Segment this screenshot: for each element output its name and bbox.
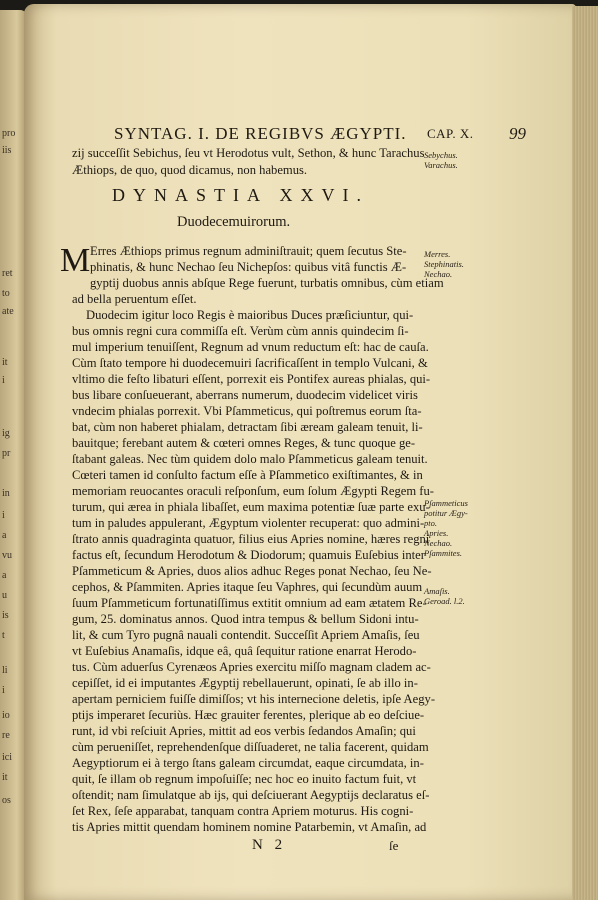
- margin-note-line: potitur Ægy-: [424, 508, 468, 518]
- text-line: Pſammeticum & Apries, duos alios adhuc Reges ponat Nechao, ſeu Ne-: [72, 564, 432, 578]
- chapter-label: CAP. X.: [427, 126, 474, 141]
- facing-page-fragment: pro: [2, 128, 16, 139]
- text-line: cepiſſet, id ei imputantes Ægyptij rebellauerunt, opinati, ſe ab illo in-: [72, 676, 418, 690]
- margin-note-line: Pſammeticus: [424, 498, 468, 508]
- facing-page-fragment: vu: [2, 550, 12, 561]
- facing-page-fragment: a: [2, 530, 7, 541]
- text-line: gyptij duobus annis abſque Rege fuerunt, turbatis omnibus, cùm etiam: [90, 276, 444, 290]
- text-line: apertam perniciem fuiſſe dimiſſos; vt his internecione deletis, ipſe Aegy-: [72, 692, 436, 706]
- text-line: bus omnis regni cura commiſſa eſt. Verùm cùm annis quindecim ſi-: [72, 324, 409, 338]
- text-line: Erres Æthiops primus regnum adminiſtrauit; quem ſecutus Ste-: [90, 244, 407, 258]
- running-title: SYNTAG. I. DE REGIBVS ÆGYPTI.: [114, 124, 407, 143]
- facing-page-fragment: re: [2, 730, 10, 741]
- signature-mark: N 2: [252, 837, 287, 853]
- margin-note: [424, 249, 484, 279]
- text-line: lit, & cum Tyro pugnâ nauali contendit. Succeſſit Apriem Amaſis, ſeu: [72, 628, 420, 642]
- page-block-edges: [572, 6, 598, 900]
- text-line: gum, 25. dominatus annos. Quod intra tempus & bellum Sidoni intu-: [72, 612, 419, 626]
- section-heading: DYNASTIA XXVI.: [112, 185, 369, 205]
- text-line: Æthiops, de quo, quod dicamus, non habemus.: [72, 163, 308, 177]
- section-subheading: Duodecemuirorum.: [177, 214, 291, 230]
- catchword: ſe: [389, 838, 399, 853]
- page-number: 99: [509, 124, 526, 143]
- facing-page-fragment: iis: [2, 145, 12, 156]
- text-line: quit, ſe illam ob regnum impoſuiſſe; nec hoc eo inuito factum fuit, vt: [72, 772, 417, 786]
- facing-page-fragment: it: [2, 772, 8, 783]
- facing-page-fragment: to: [2, 288, 10, 299]
- text-line: zij succeſſit Sebichus, ſeu vt Herodotus vult, Sethon, & hunc Tarachus: [72, 146, 425, 160]
- text-line: ſtabant galeas. Nec tùm quidem dolo malo Pſammeticus galeam tenuit.: [72, 452, 428, 466]
- facing-page-fragment: i: [2, 685, 5, 696]
- text-line: oſtendit; nam ſimulatque ab ijs, qui deſciuerant Aegyptijs declaratus eſ-: [72, 788, 430, 802]
- text-line: Duodecim igitur loco Regis è maioribus Duces præſiciuntur, qui-: [86, 308, 414, 322]
- text-line: bat, cùm non haberet phialam, detractam ſibi æream galeam tenuit, li-: [72, 420, 423, 434]
- margin-note-line: Apries.: [424, 528, 449, 538]
- margin-note: [424, 586, 484, 606]
- text-line: bus libare conſueuerant, aberrans numerum, duodecim videlicet viris: [72, 388, 418, 402]
- text-line: ad bella peruentum eſſet.: [72, 292, 197, 306]
- facing-page-fragment: li: [2, 665, 8, 676]
- margin-note-line: Nechao.: [424, 538, 453, 548]
- margin-note-line: Merres.: [424, 249, 451, 259]
- text-line: tum in paludes appulerant, Ægyptum violenter recuperat: quo admini-: [72, 516, 425, 530]
- facing-page-fragment: in: [2, 488, 10, 499]
- facing-page-fragment: i: [2, 510, 5, 521]
- facing-page-fragment: i: [2, 375, 5, 386]
- facing-page-fragment: ici: [2, 752, 12, 763]
- text-line: Aegyptiorum ei à tergo ſtans galeam circumdat, eaque circumdata, in-: [72, 756, 424, 770]
- text-line: cephos, & Pſammiten. Apries itaque ſeu Vaphres, qui ſecundùm auum: [72, 580, 423, 594]
- facing-page-fragment: ret: [2, 268, 13, 279]
- text-line: mul imperium tenuiſſent, Regnum ad vnum reductum eſt: hac de cauſa.: [72, 340, 429, 354]
- text-line: ſuum Pſammeticum fortunatiſſimus extitit omnium ad eam ætatem Re-: [72, 596, 427, 610]
- margin-note-line: pto.: [424, 518, 437, 528]
- facing-page-fragment: is: [2, 610, 9, 621]
- facing-page-fragment: ig: [2, 428, 10, 439]
- text-line: factus eſt, ſecundum Herodotum & Diodorum; quamuis Euſebius inter: [72, 548, 425, 562]
- facing-page-fragment: it: [2, 357, 8, 368]
- text-line: memoriam reuocantes oraculi reſponſum, eum ſolum Ægypti Regem fu-: [72, 484, 434, 498]
- margin-note-line: Varachus.: [424, 160, 458, 170]
- facing-page-fragment: io: [2, 710, 10, 721]
- drop-cap: M: [60, 242, 91, 279]
- text-line: turum, qui ærea in phiala libaſſet, eum maxima potentiæ ſuæ parte exu-: [72, 500, 430, 514]
- text-line: tus. Cùm aduerſus Cyrenæos Apries exercitu miſſo magnam cladem ac-: [72, 660, 431, 674]
- text-line: Cœteri tamen id conſulto factum eſſe à Pſammetico exiſtimantes, & in: [72, 468, 423, 482]
- text-line: Cùm ſtato tempore hi duodecemuiri ſacrificaſſent in templo Vulcani, &: [72, 356, 428, 370]
- facing-page-fragment: t: [2, 630, 5, 641]
- facing-page-fragment: ate: [2, 306, 14, 317]
- facing-page-fragment: pr: [2, 448, 11, 459]
- text-line: ptijs imperaret ſecuriùs. Hæc grauiter ferentes, plerique ab eo deſciue-: [72, 708, 425, 722]
- facing-page-fragment: u: [2, 590, 7, 601]
- text-line: runt, id vbi reſciuit Apries, mittit ad eos verbis ſedandos Amaſin; qui: [72, 724, 416, 738]
- facing-page-fragment: a: [2, 570, 7, 581]
- text-line: tis Apries mittit quendam hominem nomine Patarbemin, vt Amaſin, ad: [72, 820, 427, 834]
- text-line: vt Euſebius Anamaſis, idque eâ, quâ ſequitur ratione enarrat Herodo-: [72, 644, 417, 658]
- margin-note-line: Pſammites.: [424, 548, 463, 558]
- text-line: bauitque; ferebant autem & cœteri omnes Reges, & tunc quoque ge-: [72, 436, 416, 450]
- text-line: vndecim phialas porrexit. Vbi Pſammeticus, qui poſtremus eorum ſta-: [72, 404, 422, 418]
- text-line: phinatis, & hunc Nechao ſeu Nichepſos: quibus vitâ functis Æ-: [90, 260, 407, 274]
- book-page: [24, 4, 576, 900]
- margin-note: [424, 150, 484, 170]
- text-line: vltimo die feſto libaturi eſſent, porrexit eis Pontifex aureas phialas, qui-: [72, 372, 431, 386]
- margin-note-line: Sebychus.: [424, 150, 458, 160]
- text-line: ſtrato annis quadraginta quatuor, filius eius Apries nomine, hæres regni: [72, 532, 430, 546]
- facing-page-fragment: os: [2, 795, 11, 806]
- text-line: ſet Rex, ſeſe apparabat, tanquam contra Apriem moturus. His cogni-: [72, 804, 414, 818]
- margin-note-line: Amaſis.: [424, 586, 450, 596]
- margin-note: [424, 498, 484, 558]
- margin-note-line: Geroad. l.2.: [424, 596, 465, 606]
- margin-note-line: Stephinatis.: [424, 259, 464, 269]
- margin-note-line: Nechao.: [424, 269, 453, 279]
- text-line: cùm perueniſſet, reprehendenſque diſſuaderet, ne talia facerent, quidam: [72, 740, 429, 754]
